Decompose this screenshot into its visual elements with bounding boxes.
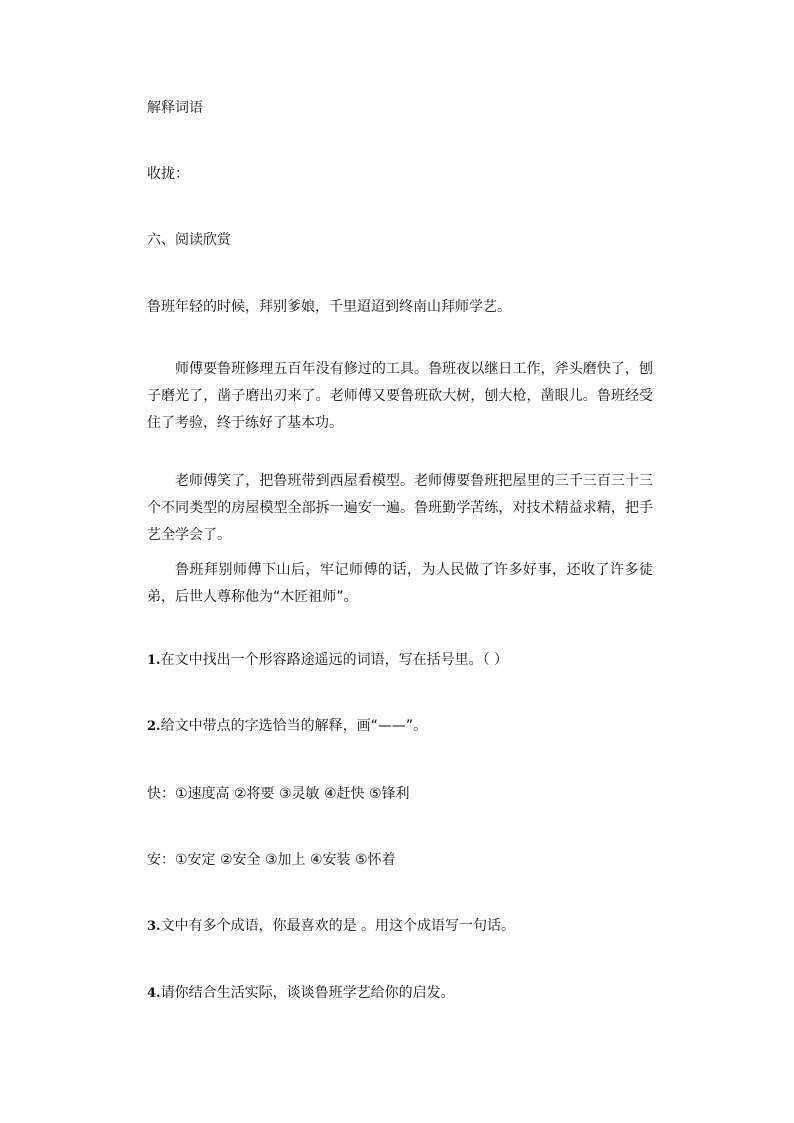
label-shouzhao: 收拢： <box>147 166 189 182</box>
paragraph-3: 老师傅笑了，把鲁班带到西屋看模型。老师傅要鲁班把屋里的三千三百三十三个不同类型的房屋模型全部拆一遍安一遍。鲁班勤学苦练，对技术精益求精，把手艺全学会了。 <box>147 473 653 543</box>
question-2-number: 2. <box>147 719 161 734</box>
question-4-number: 4. <box>147 986 161 1001</box>
question-1 <box>147 650 508 671</box>
question-4-text: 请你结合生活实际，谈谈鲁班学艺给你的启发。 <box>160 985 455 1001</box>
question-1-text: 在文中找出一个形容路途遥远的词语，写在括号里。（ ） <box>160 652 509 668</box>
question-2 <box>147 716 427 737</box>
question-3-text: 文中有多个成语，你最喜欢的是 。用这个成语写一句话。 <box>160 918 516 934</box>
question-2-text: 给文中带点的字选恰当的解释，画“——”。 <box>160 718 428 734</box>
question-4 <box>147 983 455 1004</box>
question-1-number: 1. <box>147 653 161 668</box>
paragraph-2: 师傅要鲁班修理五百年没有修过的工具。鲁班夜以继日工作，斧头磨快了，刨子磨光了，凿子磨出刃来了。老师傅又要鲁班砍大树，刨大枪，凿眼儿。鲁班经受住了考验，终于练好了基本功。 <box>147 361 653 431</box>
section-title-reading: 六、阅读欣赏 <box>147 232 231 248</box>
question-3 <box>147 916 515 937</box>
question-3-number: 3. <box>147 919 161 934</box>
heading-explain-words: 解释词语 <box>147 100 203 116</box>
options-kuai: 快：①速度高 ②将要 ③灵敏 ④赶快 ⑤锋利 <box>147 786 410 802</box>
paragraph-4: 鲁班拜别师傅下山后，牢记师傅的话，为人民做了许多好事，还收了许多徒弟，后世人尊称他为“木匠祖师”。 <box>147 562 653 605</box>
options-an: 安：①安定 ②安全 ③加上 ④安装 ⑤怀着 <box>147 852 396 868</box>
paragraph-1: 鲁班年轻的时候，拜别爹娘，千里迢迢到终南山拜师学艺。 <box>147 299 511 315</box>
